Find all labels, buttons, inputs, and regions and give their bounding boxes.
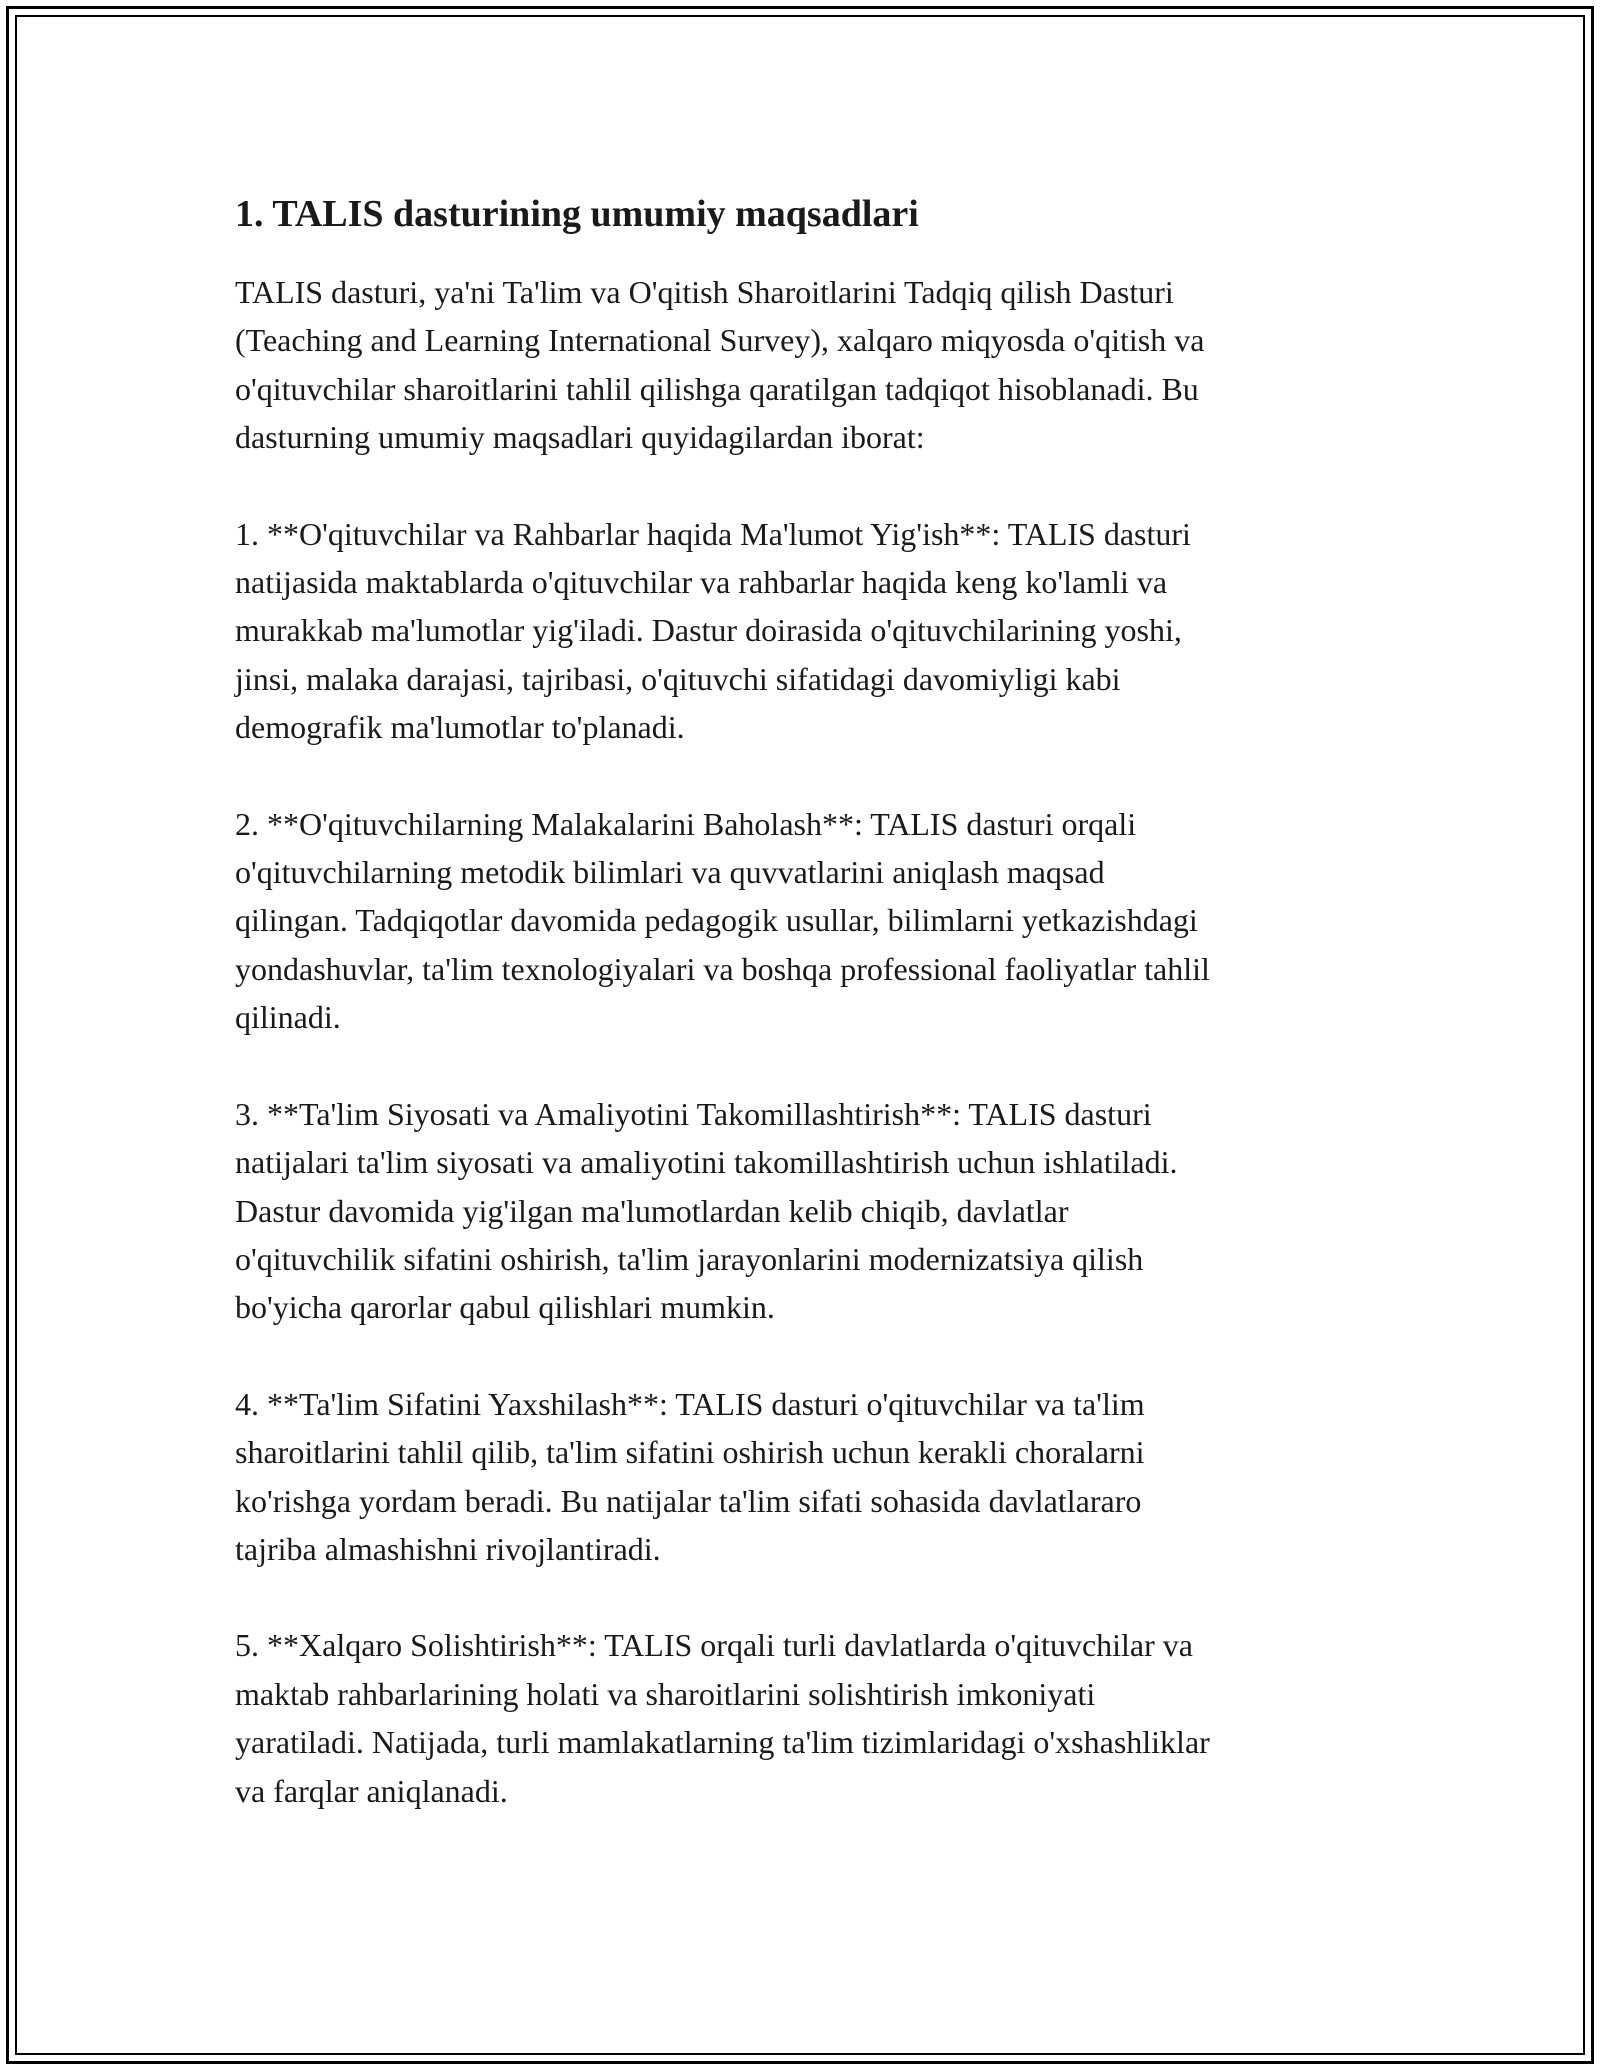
intro-paragraph: TALIS dasturi, ya'ni Ta'lim va O'qitish Sharoitlarini Tadqiq qilish Dasturi (Teaching and Learning International Survey), xalqaro miqyosda o'qitish va o'qituvchilar sharoitlarini tahlil qilishga qaratilgan tadqiqot hisoblanadi. Bu dasturning umumiy maqsadlari quyidagilardan iborat: xyxy=(235,274,1205,456)
section-heading: 1. TALIS dasturining umumiy maqsadlari xyxy=(235,193,919,235)
goal-paragraph-1: 1. **O'qituvchilar va Rahbarlar haqida Ma'lumot Yig'ish**: TALIS dasturi natijasida maktablarda o'qituvchilar va rahbarlar haqida keng ko'lamli va murakkab ma'lumotlar yig'iladi. Dastur doirasida o'qituvchilarining yoshi, jinsi, malaka darajasi, tajribasi, o'qituvchi sifatidagi davomiyligi kabi demografik ma'lumotlar to'planadi. xyxy=(235,515,1191,746)
document-body xyxy=(235,184,1375,1863)
goal-paragraph-3: 3. **Ta'lim Siyosati va Amaliyotini Takomillashtirish**: TALIS dasturi natijalari ta'lim siyosati va amaliyotini takomillashtirish uchun ishlatiladi. Dastur davomida yig'ilgan ma'lumotlardan kelib chiqib, davlatlar o'qituvchilik sifatini oshirish, ta'lim jarayonlarini modernizatsiya qilish bo'yicha qarorlar qabul qilishlari mumkin. xyxy=(235,1095,1178,1326)
goal-paragraph-2: 2. **O'qituvchilarning Malakalarini Baholash**: TALIS dasturi orqali o'qituvchilarning metodik bilimlari va quvvatlarini aniqlash maqsad qilingan. Tadqiqotlar davomida pedagogik usullar, bilimlarni yetkazishdagi yondashuvlar, ta'lim texnologiyalari va boshqa professional faoliyatlar tahlil qilinadi. xyxy=(235,805,1210,1036)
goal-paragraph-4: 4. **Ta'lim Sifatini Yaxshilash**: TALIS dasturi o'qituvchilar va ta'lim sharoitlarini tahlil qilib, ta'lim sifatini oshirish uchun kerakli choralarni ko'rishga yordam beradi. Bu natijalar ta'lim sifati sohasida davlatlararo tajriba almashishni rivojlantiradi. xyxy=(235,1385,1145,1567)
goal-paragraph-5: 5. **Xalqaro Solishtirish**: TALIS orqali turli davlatlarda o'qituvchilar va maktab rahbarlarining holati va sharoitlarini solishtirish imkoniyati yaratiladi. Natijada, turli mamlakatlarning ta'lim tizimlaridagi o'xshashliklar va farqlar aniqlanadi. xyxy=(235,1627,1210,1809)
